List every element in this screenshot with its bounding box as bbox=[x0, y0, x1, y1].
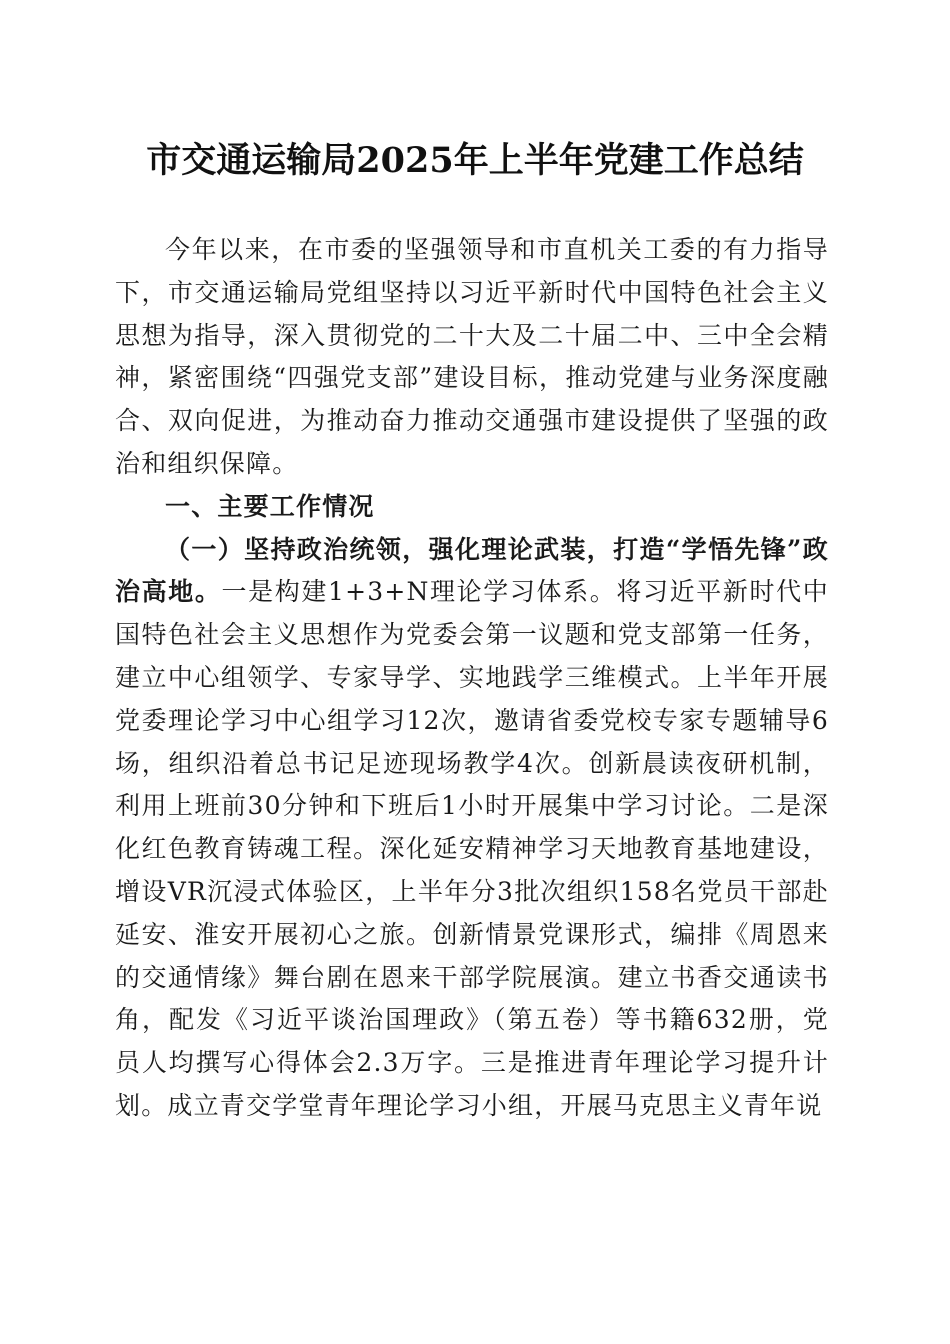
subsection-paragraph bbox=[115, 529, 829, 1128]
intro-paragraph: 今年以来，在市委的坚强领导和市直机关工委的有力指导下，市交通运输局党组坚持以习近平新时代中国特色社会主义思想为指导，深入贯彻党的二十大及二十届二中、三中全会精神，紧密围绕“四强党支部”建设目标，推动党建与业务深度融合、双向促进，为推动奋力推动交通强市建设提供了坚强的政治和组织保障。 bbox=[115, 235, 829, 478]
document-title: 市交通运输局2025年上半年党建工作总结 bbox=[146, 140, 804, 181]
subsection-heading: （一）坚持政治统领，强化理论武装，打造“学悟先锋”政治高地。 bbox=[115, 534, 829, 607]
section-heading: 一、主要工作情况 bbox=[165, 491, 375, 521]
subsection-body: 一是构建1+3+N理论学习体系。将习近平新时代中国特色社会主义思想作为党委会第一议题和党支部第一任务，建立中心组领学、专家导学、实地践学三维模式。上半年开展党委理论学习中心组学习12次，邀请省委党校专家专题辅导6场，组织沿着总书记足迹现场教学4次。创新晨读夜研机制，利用上班前30分钟和下班后1小时开展集中学习讨论。二是深化红色教育铸魂工程。深化延安精神学习天地教育基地建设，增设VR沉浸式体验区，上半年分3批次组织158名党员干部赴延安、淮安开展初心之旅。创新情景党课形式，编排《周恩来的交通情缘》舞台剧在恩来干部学院展演。建立书香交通读书角，配发《习近平谈治国理政》（第五卷）等书籍632册，党员人均撰写心得体会2.3万字。三是推进青年理论学习提升计划。成立青交学堂青年理论学习小组，开展马克思主义青年说 bbox=[115, 577, 829, 1120]
document-body bbox=[115, 229, 829, 1128]
